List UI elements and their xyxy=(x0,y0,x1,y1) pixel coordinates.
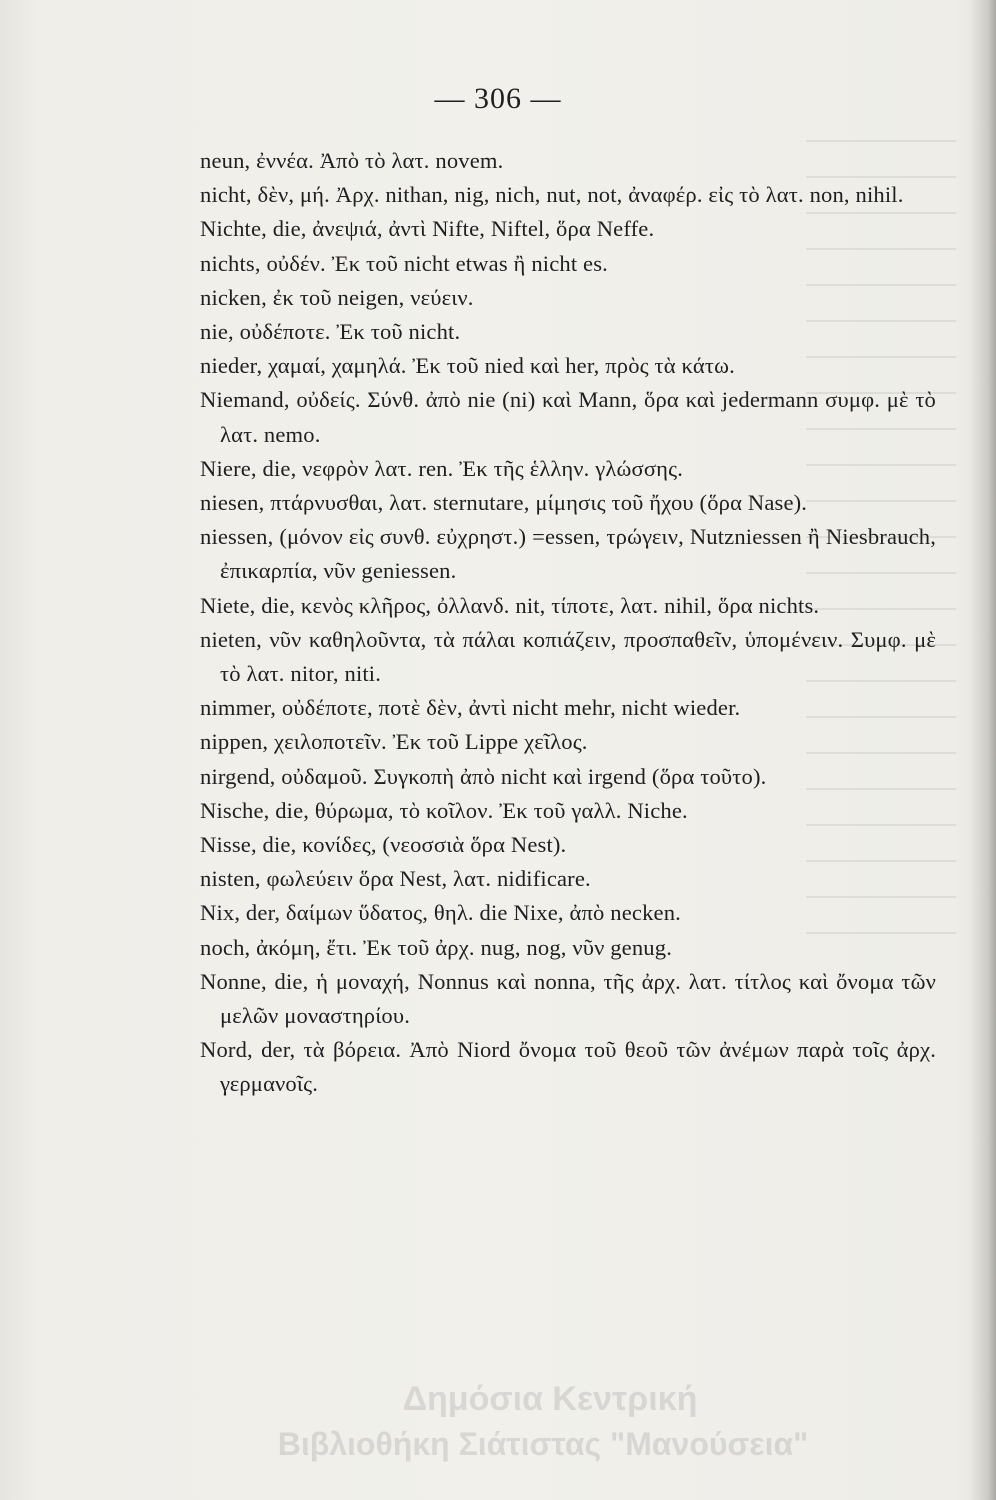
dictionary-entry: Nisse, die, κονίδες, (νεοσσιὰ ὅρα Nest). xyxy=(200,832,567,858)
dictionary-entry: Nonne, die, ἡ μοναχή, Nonnus καὶ nonna, τῆς ἀρχ. λατ. τίτλος καὶ ὄνομα τῶν μελῶν μοναστηρίου. xyxy=(200,968,936,1029)
spine-shadow xyxy=(970,0,996,1500)
dictionary-entry: Niere, die, νεφρὸν λατ. ren. Ἐκ τῆς ἑλλην. γλώσσης. xyxy=(200,455,684,481)
dictionary-entry: nicht, δὲν, μή. Ἀρχ. nithan, nig, nich, nut, not, ἀναφέρ. εἰς τὸ λατ. non, nihil. xyxy=(200,182,904,208)
dictionary-entry: Nichte, die, ἀνεψιά, ἀντὶ Nifte, Niftel, ὅρα Neffe. xyxy=(200,216,655,242)
dictionary-entry: nirgend, οὐδαμοῦ. Συγκοπὴ ἀπὸ nicht καὶ irgend (ὅρα τοῦτο). xyxy=(200,763,767,789)
dictionary-entry: nimmer, οὐδέποτε, ποτὲ δὲν, ἀντὶ nicht mehr, nicht wieder. xyxy=(200,695,741,721)
dictionary-entry: nieten, νῦν καθηλοῦντα, τὰ πάλαι κοπιάζειν, προσπαθεῖν, ὑπομένειν. Συμφ. μὲ τὸ λατ. nitor, niti. xyxy=(200,626,936,687)
dictionary-entry: nicken, ἐκ τοῦ neigen, νεύειν. xyxy=(200,284,474,310)
dictionary-entries xyxy=(200,144,936,1102)
dictionary-entry: Nord, der, τὰ βόρεια. Ἀπὸ Niord ὄνομα τοῦ θεοῦ τῶν ἀνέμων παρὰ τοῖς ἀρχ. γερμανοῖς. xyxy=(200,1037,936,1097)
dictionary-entry: Nix, der, δαίμων ὕδατος, θηλ. die Nixe, ἀπὸ necken. xyxy=(200,900,681,926)
dictionary-entry: nippen, χειλοποτεῖν. Ἐκ τοῦ Lippe χεῖλος. xyxy=(200,729,588,755)
dictionary-entry: nichts, οὐδέν. Ἐκ τοῦ nicht etwas ἢ nicht es. xyxy=(200,250,608,276)
page-number: — 306 — xyxy=(434,82,562,115)
dictionary-entry: Niete, die, κενὸς κλῆρος, ὀλλανδ. nit, τίποτε, λατ. nihil, ὅρα nichts. xyxy=(200,592,820,618)
library-watermark-line1: Δημόσια Κεντρική xyxy=(402,1380,698,1418)
dictionary-entry: nie, οὐδέποτε. Ἐκ τοῦ nicht. xyxy=(200,319,461,345)
dictionary-entry: noch, ἀκόμη, ἔτι. Ἐκ τοῦ ἀρχ. nug, nog, νῦν genug. xyxy=(200,934,672,960)
dictionary-entry: nieder, χαμαί, χαμηλά. Ἐκ τοῦ nied καὶ her, πρὸς τὰ κάτω. xyxy=(200,353,735,379)
library-watermark-line2: Βιβλιοθήκη Σιάτιστας "Μανούσεια" xyxy=(277,1426,809,1462)
dictionary-entry: Nische, die, θύρωμα, τὸ κοῖλον. Ἐκ τοῦ γαλλ. Niche. xyxy=(200,797,688,823)
dictionary-entry: niessen, (μόνον εἰς συνθ. εὐχρηστ.) =essen, τρώγειν, Nutzniessen ἢ Niesbrauch, ἐπικαρπία, νῦν geniessen. xyxy=(200,524,936,584)
dictionary-entry: nisten, φωλεύειν ὅρα Nest, λατ. nidificare. xyxy=(200,866,591,892)
dictionary-entry: neun, ἐννέα. Ἀπὸ τὸ λατ. novem. xyxy=(200,148,504,173)
dictionary-entry: niesen, πτάρνυσθαι, λατ. sternutare, μίμησις τοῦ ἤχου (ὅρα Nase). xyxy=(200,490,808,516)
dictionary-entry: Niemand, οὐδείς. Σύνθ. ἀπὸ nie (ni) καὶ Mann, ὅρα καὶ jedermann συμφ. μὲ τὸ λατ. nemo. xyxy=(200,387,936,447)
